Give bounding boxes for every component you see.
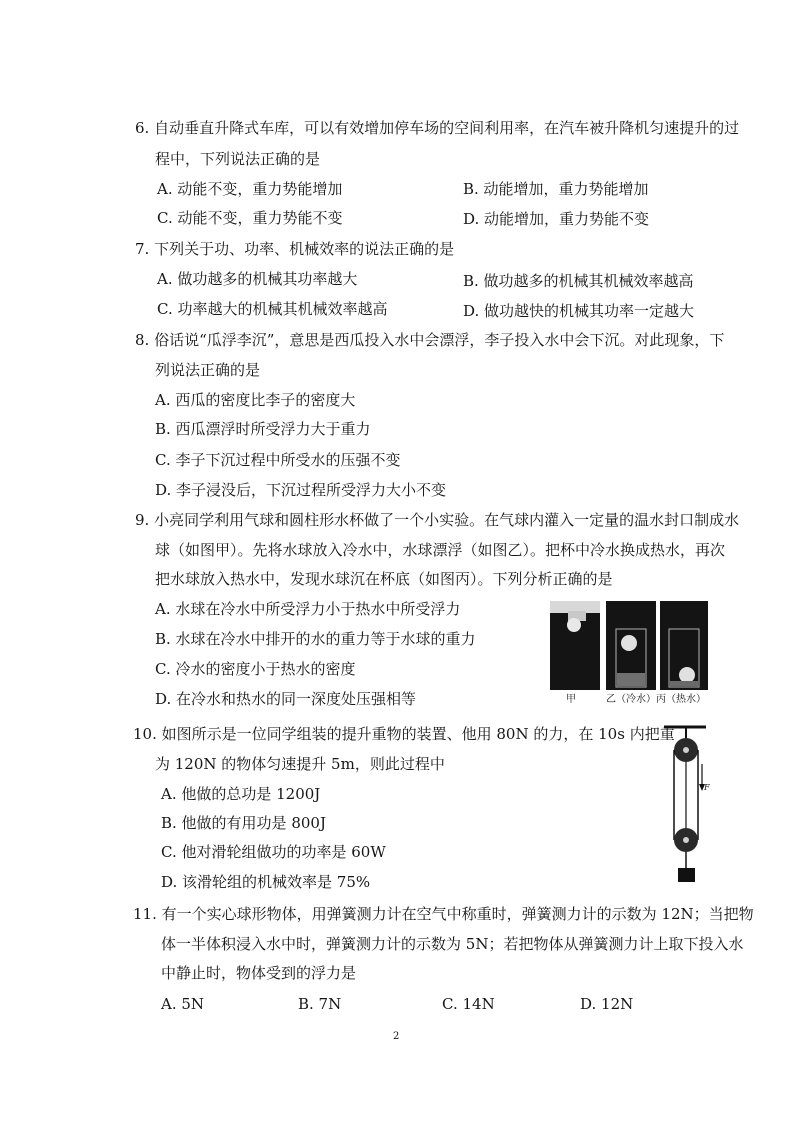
q10-pulley-figure [662,724,710,886]
q9-photo-jia [550,601,600,690]
q7-option-b: B. 做功越多的机械其机械效率越高 [463,272,694,290]
q9-option-d: D. 在冷水和热水的同一深度处压强相等 [155,690,417,708]
q8-stem-line1: 8. 俗话说“瓜浮李沉”，意思是西瓜投入水中会漂浮，李子投入水中会下沉。对此现象，下 [135,331,725,349]
q11-option-a: A. 5N [161,995,205,1013]
q10-option-b: B. 他做的有用功是 800J [161,814,326,832]
q8-stem-line2: 列说法正确的是 [155,361,261,379]
q9-stem-line3: 把水球放入热水中，发现水球沉在杯底（如图丙）。下列分析正确的是 [155,570,613,588]
q10-stem-line1: 10. 如图所示是一位同学组装的提升重物的装置、他用 80N 的力，在 10s 内把重 [133,725,675,743]
q9-photo-bing [660,601,708,690]
page-number: 2 [393,1031,400,1042]
q7-option-a: A. 做功越多的机械其功率越大 [157,270,358,288]
q8-option-b: B. 西瓜漂浮时所受浮力大于重力 [155,420,371,438]
q11-option-b: B. 7N [298,995,342,1013]
q6-option-a: A. 动能不变，重力势能增加 [157,180,343,198]
q10-option-a: A. 他做的总功是 1200J [161,785,321,803]
q6-stem-line2: 程中，下列说法正确的是 [155,150,321,168]
q11-stem-line2: 体一半体积浸入水中时，弹簧测力计的示数为 5N；若把物体从弹簧测力计上取下投入水 [161,935,744,953]
q9-photo-yi [606,601,656,690]
q11-option-c: C. 14N [442,995,495,1013]
q9-caption-yi-bing: 乙（冷水）丙（热水） [606,694,706,705]
q6-option-b: B. 动能增加，重力势能增加 [463,180,649,198]
q10-option-c: C. 他对滑轮组做功的功率是 60W [161,843,386,861]
q7-stem-line1: 7. 下列关于功、功率、机械效率的说法正确的是 [135,240,455,258]
q9-option-a: A. 水球在冷水中所受浮力小于热水中所受浮力 [155,600,461,618]
q9-stem-line2: 球（如图甲）。先将水球放入冷水中，水球漂浮（如图乙）。把杯中冷水换成热水，再次 [155,541,726,559]
q9-option-c: C. 冷水的密度小于热水的密度 [155,660,356,678]
q10-force-label: F [704,783,710,792]
q10-stem-line2: 为 120N 的物体匀速提升 5m，则此过程中 [155,755,445,773]
q9-caption-jia: 甲 [566,694,576,705]
q11-stem-line3: 中静止时，物体受到的浮力是 [161,964,357,982]
q7-option-c: C. 功率越大的机械其机械效率越高 [157,300,388,318]
q6-stem-line1: 6. 自动垂直升降式车库，可以有效增加停车场的空间利用率，在汽车被升降机匀速提升的过 [135,119,740,137]
q9-stem-line1: 9. 小亮同学利用气球和圆柱形水杯做了一个小实验。在气球内灌入一定量的温水封口制成水 [135,511,740,529]
q7-option-d: D. 做功越快的机械其功率一定越大 [463,302,695,320]
q8-option-d: D. 李子浸没后，下沉过程所受浮力大小不变 [155,481,447,499]
q6-option-d: D. 动能增加，重力势能不变 [463,210,650,228]
q11-stem-line1: 11. 有一个实心球形物体，用弹簧测力计在空气中称重时，弹簧测力计的示数为 12N；当把物 [133,905,754,923]
q10-option-d: D. 该滑轮组的机械效率是 75% [161,873,371,891]
q8-option-a: A. 西瓜的密度比李子的密度大 [155,391,356,409]
q11-option-d: D. 12N [580,995,634,1013]
q8-option-c: C. 李子下沉过程中所受水的压强不变 [155,451,401,469]
q9-option-b: B. 水球在冷水中排开的水的重力等于水球的重力 [155,630,476,648]
q6-option-c: C. 动能不变，重力势能不变 [157,209,343,227]
